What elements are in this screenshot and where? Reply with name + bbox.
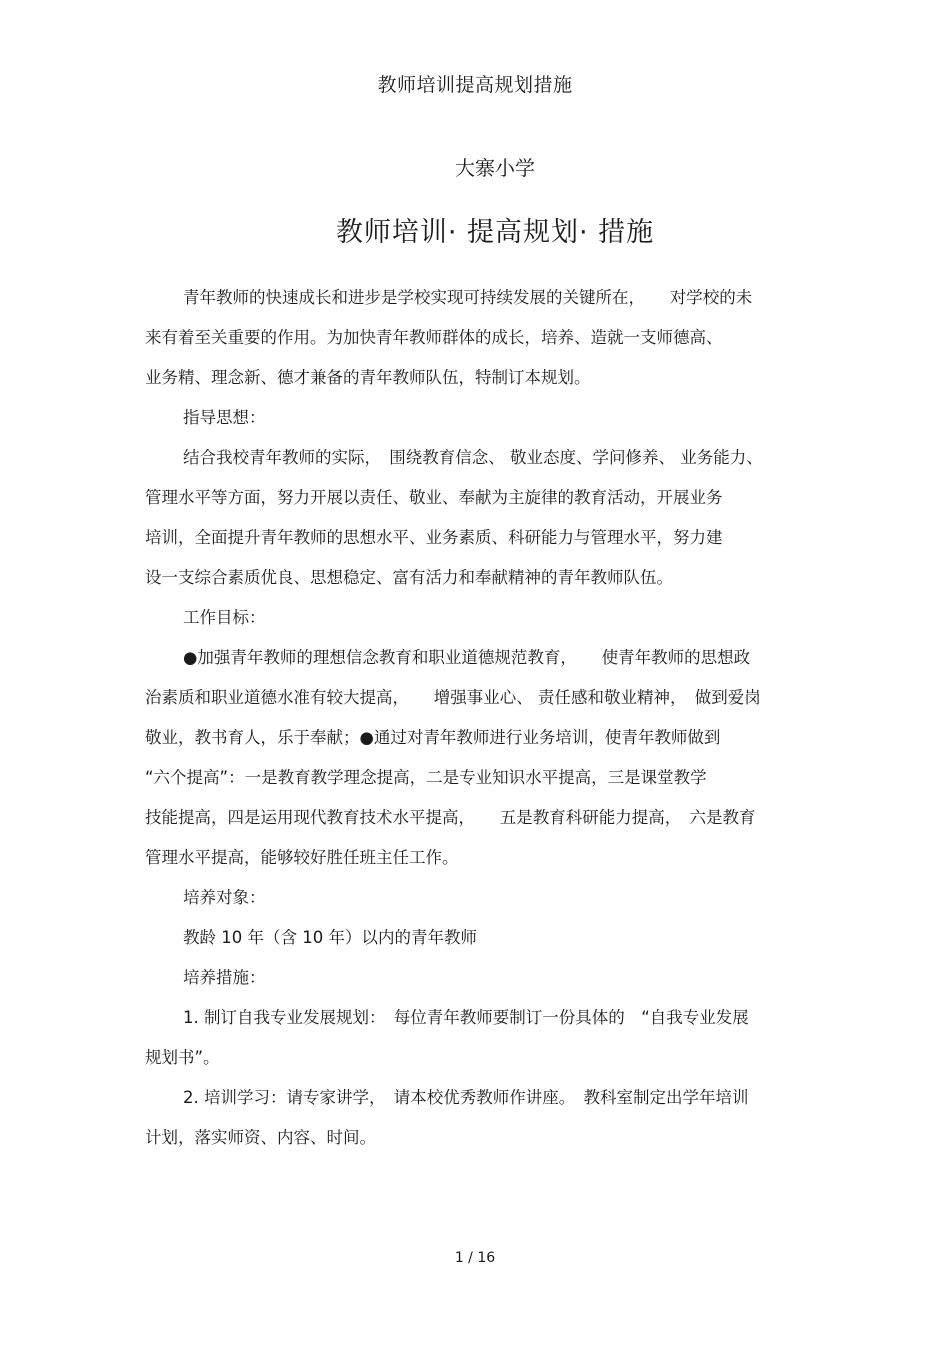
body-line: 1. 制订自我专业发展规划： 每位青年教师要制订一份具体的 “自我专业发展 [183,1008,749,1027]
body-line: 治素质和职业道德水准有较大提高， 增强事业心、 责任感和敬业精神， 做到爱岗 [145,688,761,707]
body-line: “六个提高”：一是教育教学理念提高，二是专业知识水平提高，三是课堂教学 [145,768,707,787]
page-number: 1 / 16 [454,1250,496,1266]
body-line: 管理水平等方面，努力开展以责任、敬业、奉献为主旋律的教育活动，开展业务 [145,488,723,507]
body-line: 规划书”。 [145,1048,220,1067]
body-line: ●加强青年教师的理想信念教育和职业道德规范教育， 使青年教师的思想政 [183,648,751,667]
body-line: 业务精、理念新、德才兼备的青年教师队伍，特制订本规划。 [145,368,591,387]
document-body [145,278,805,1158]
section-heading-guiding-thought: 指导思想： [183,408,266,427]
section-heading-training-measures: 培养措施： [183,968,266,987]
document-title: 教师培训· 提高规划· 措施 [335,217,655,248]
body-line: 培训，全面提升青年教师的思想水平、业务素质、科研能力与管理水平，努力建 [145,528,723,547]
body-line: 来有着至关重要的作用。为加快青年教师群体的成长，培养、造就一支师德高、 [145,328,723,347]
body-line: 设一支综合素质优良、思想稳定、富有活力和奉献精神的青年教师队伍。 [145,568,673,587]
document-header: 教师培训提高规划措施 [377,74,573,96]
body-line: 2. 培训学习：请专家讲学， 请本校优秀教师作讲座。 教科室制定出学年培训 [183,1088,749,1107]
body-line: 青年教师的快速成长和进步是学校实现可持续发展的关键所在， 对学校的未 [183,288,753,307]
body-line: 技能提高，四是运用现代教育技术水平提高， 五是教育科研能力提高， 六是教育 [145,808,756,827]
section-heading-work-goals: 工作目标： [183,608,266,627]
school-name: 大寨小学 [455,156,535,180]
body-line: 计划，落实师资、内容、时间。 [145,1128,376,1147]
body-line: 结合我校青年教师的实际， 围绕教育信念、 敬业态度、学问修养、 业务能力、 [183,448,763,467]
section-heading-training-targets: 培养对象： [183,888,266,907]
body-line: 教龄 10 年（含 10 年）以内的青年教师 [183,928,477,947]
body-line: 管理水平提高，能够较好胜任班主任工作。 [145,848,459,867]
body-line: 敬业，教书育人，乐于奉献；●通过对青年教师进行业务培训，使青年教师做到 [145,728,721,747]
